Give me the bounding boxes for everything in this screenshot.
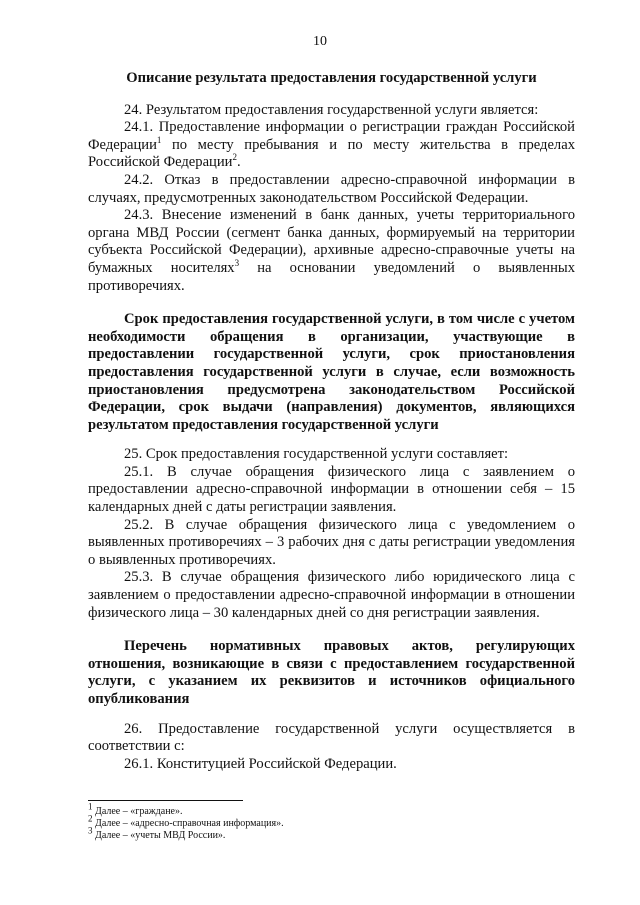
footnote-2: $^2$ Далее – «адресно-справочная информация». bbox=[88, 813, 284, 829]
footnote-ref-1: 1 bbox=[156, 134, 162, 145]
footnotes bbox=[88, 801, 575, 842]
paragraph-25-2: 25.2. В случае обращения физического лица с уведомлением о выявленных противоречиях – 3 рабочих дня с даты регистрации уведомления о выявленных противоречиях. bbox=[88, 516, 575, 568]
section-heading-term: Срок предоставления государственной услуги, в том числе с учетом необходимости обращения в организации, участвующие в предоставлении государственной услуги, срок приостановления предоставления государственной услуги в случае, если возможность приостановления предусмотрена законодательством Российской Федерации, срок выдачи (направления) документов, являющихся результатом предоставления государственной услуги bbox=[88, 311, 575, 433]
paragraph-26: 26. Предоставление государственной услуги осуществляется в соответствии с: bbox=[88, 720, 575, 755]
paragraph-24-3: 24.3. Внесение изменений в банк данных, учеты территориального органа МВД России (сегмент банка данных, формируемый на территории субъекта Российской Федерации), архивные адресно-справочные учеты на бумажных носителях$^3$ на основании уведомлений о выявленных противоречиях. bbox=[88, 207, 575, 294]
section-heading-legal-acts: Перечень нормативных правовых актов, регулирующих отношения, возникающие в связи с предоставлением государственной услуги, с указанием их реквизитов и источников официального опубликования bbox=[88, 638, 575, 707]
paragraph-24-2: 24.2. Отказ в предоставлении адресно-справочной информации в случаях, предусмотренных законодательством Российской Федерации. bbox=[88, 171, 575, 206]
section-heading-result: Описание результата предоставления государственной услуги bbox=[126, 70, 537, 86]
paragraph-24-1: 24.1. Предоставление информации о регистрации граждан Российской Федерации$^1$ по месту пребывания и по месту жительства в пределах Российской Федерации$^2$. bbox=[88, 119, 575, 171]
footnote-3: $^3$ Далее – «учеты МВД России». bbox=[88, 825, 226, 841]
paragraph-26-1: 26.1. Конституцией Российской Федерации. bbox=[124, 755, 397, 772]
paragraph-25-3: 25.3. В случае обращения физического либо юридического лица с заявлением о предоставлении адресно-справочной информации в отношении физического лица – 30 календарных дней со дня регистрации заявления. bbox=[88, 569, 575, 621]
footnote-1: $^1$ Далее – «граждане». bbox=[88, 801, 183, 817]
paragraph-25-1: 25.1. В случае обращения физического лица с заявлением о предоставлении адресно-справочной информации в отношении себя – 15 календарных дней с даты регистрации заявления. bbox=[88, 463, 575, 516]
footnote-ref-3: 3 bbox=[234, 258, 240, 269]
page-number: 10 bbox=[313, 34, 327, 49]
paragraph-24: 24. Результатом предоставления государственной услуги является: bbox=[124, 101, 539, 118]
document-body bbox=[88, 64, 575, 773]
footnote-ref-2: 2 bbox=[232, 152, 237, 163]
paragraph-25: 25. Срок предоставления государственной услуги составляет: bbox=[124, 446, 509, 463]
footnote-divider bbox=[88, 800, 243, 801]
